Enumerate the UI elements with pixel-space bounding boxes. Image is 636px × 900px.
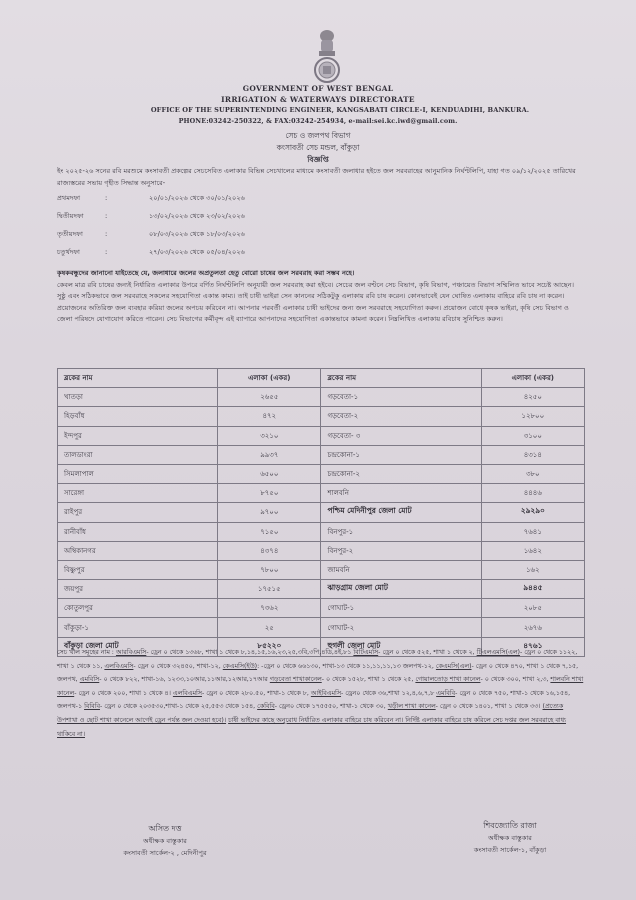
col-header-area: এলাকা (একর) bbox=[218, 369, 321, 388]
intro-paragraph: ইং ২০২৫-২৬ সনের রবি মরশুমে কংসাবতী প্রকল্পের সেচসেবিত এলাকার বিভিন্ন সেচখালের মাধ্যমে কংসাবতী জলাধার হইতে জল সরবরাহের আনুমানিক নির্ঘণ্টলিপি, যাহা গত ০৯/১২/২০২৫ তারিখের রাজ্যস্তরের সভায় গৃহীত সিদ্ধান্ত অনুসারে- bbox=[57, 167, 576, 187]
table-row: রানীবাঁধ ৭১৫০ বিনপুর-১ ৭৬৪১ bbox=[58, 522, 585, 541]
state-emblem-icon bbox=[313, 26, 341, 84]
table-row: সারেঙ্গা ৮৭৫০ শালবনি ৪৪৪৬ bbox=[58, 484, 585, 503]
phase-row: দ্বিতীয়দফা : ১৩/০২/২০২৬ থেকে ২৩/০২/২০২৬ bbox=[57, 212, 245, 220]
district-total-label: হুগলী জেলা মোট bbox=[321, 637, 481, 656]
table-row: বিষ্ণুপুর ৭৮০০ জামবনি ১৬২ bbox=[58, 560, 585, 579]
table-row: সিমলাপাল ৬৫০০ চন্দ্রকোনা-২ ৩৮০ bbox=[58, 464, 585, 483]
header-directorate: IRRIGATION & WATERWAYS DIRECTORATE bbox=[221, 95, 415, 104]
table-row: জয়পুর ১৭৫১৫ ঝাড়গ্রাম জেলা মোট ৯৪৪৫ bbox=[58, 580, 585, 599]
district-total-value: ৯৪৪৫ bbox=[481, 580, 584, 599]
table-row: অম্বিকানগর ৪৩৭৪ বিনপুর-২ ১৬৪২ bbox=[58, 541, 585, 560]
table-row: বাঁকুড়া-১ ২৫ গোঘাট-২ ২৬৭৬ bbox=[58, 618, 585, 637]
boro-warning: কৃষকবন্ধুদের জানানো যাইতেছে যে, জলাধারে জলের অপ্রতুলতা হেতু বোরো চাষের জল সরবরাহ করা সম্ভব নহে। bbox=[57, 269, 355, 277]
table-header-row bbox=[58, 369, 585, 388]
signatory-office: কংসাবতী সার্কেল-১, বাঁকুড়া bbox=[473, 846, 547, 854]
district-total-value: ২৯২৯০ bbox=[481, 503, 584, 522]
table-row: রাইপুর ৯৭০০ পশ্চিম মেদিনীপুর জেলা মোট ২৯২৯০ bbox=[58, 503, 585, 522]
district-total-value: ৪৭৬১ bbox=[481, 637, 584, 656]
signatory-office: কংসাবতী সার্কেল-২ , মেদিনীপুর bbox=[123, 849, 207, 857]
phase-row: চতুর্থদফা : ২৭/০৩/২০২৬ থেকে ০৫/০৪/২০২৬ bbox=[57, 248, 245, 256]
phase-row: প্রথমদফা : ২০/০১/২০২৬ থেকে ৩০/০১/২০২৬ bbox=[57, 194, 245, 202]
signatory-title: অধীক্ষক বাস্তুকার bbox=[488, 834, 532, 842]
table-row: তালডাংরা ৯৯৩৭ চন্দ্রকোনা-১ ৪৩১৪ bbox=[58, 445, 585, 464]
district-total-label: পশ্চিম মেদিনীপুর জেলা মোট bbox=[321, 503, 481, 522]
notice-title: বিজ্ঞপ্তি bbox=[307, 155, 329, 164]
office-name: কংসাবতী সেচ মন্ডল, বাঁকুড়া bbox=[276, 143, 360, 152]
header-government: GOVERNMENT OF WEST BENGAL bbox=[242, 84, 394, 93]
canal-notes: সেচ খাল সমূহের নাম : আরবিএমসি- ড্রেন ০ থেকে ১৩৬৮, শাখা ১ থেকে ৮,১৪,১৫,১৬,২৩,২৫,৩বি,৩পি,৪ডি,৪ই,৮১ বিটিএমসি- ড্রেন ০ থেকে ৫২৫, শাখা ১ থেকে ২, টিএলএমসি(এল)- ড্রেন ০ থেকে ১১২২, শাখা ১ থেকে ১১, এলবিএমসি- ড্রেন ০ থেকে ৩২৪৫০, শাখা-১২, কেএমসি(ইউ): -ড্রেন ০ থেকে ৬৬১৩০, শাখা-১৩ থেকে ১১,১১,১১,১৩ জলপথ-১২, কেএমসি(এল)- ড্রেন ০ থেকে ৪৭০, শাখা ১ থেকে ৭,১৫, জলপথ, এমবিসি- ০ থেকে ৮২২, শাখা-১৬, ১২৩৩,১০আর,১১আর,১২আর,১৭আর গড়বেতা শাখাকানেল- ০ থেকে ১৫২৮, শাখা ১ থেকে ২৫, গোয়ালতোড় শাখা কানেল- ০ থেকে ৩০০, শাখা ২,৩, শালবনি শাখা কানেল- ড্রেন ০ থেকে ২০০, শাখা ১ থেকে ৪। এলবিএমসি- ড্রেন ০ থেকে ২৮০.৫০, শাখা-১ থেকে ৮, আইবিএমসি- ড্রেন০ থেকে ৩৬,শাখা ১২,৪,৬,৭,৮ এমবিবি- ড্রেন ০ থেকে ৭৫০, শাখা-১ থেকে ১৬,১৫৪, জলপথ-১ বিবিবি- ড্রেন ০ থেকে ২০৩৫৩০,শাখা-১ থেকে ২৫,৫৫৩ থেকে ১৫৪, কেবিবি- ড্রেন০ থেকে ১৭৫৫৫০, শাখা-১ থেকে ৩০, খড়ীল শাখা কানেল- ড্রেন ০ থেকে ১৪০১, শাখা ১ থেকে ৩৩। (প্রত্যেক উপশাখা ও ছোট শাখা কানেলে আগেই ড্রেন পর্যন্ত জল দেওয়া হবে)। চাষী ভাইদের কাছে অনুরোধ নির্ধারিত এলাকার বাহিরে চাষ করিবেন না। নির্দিষ্ট এলাকার বাহিরে চাষ করিলে সেচ দপ্তর জল সরবরাহে বাধ্য থাকিবে না। bbox=[57, 649, 584, 738]
col-header-area: এলাকা (একর) bbox=[481, 369, 584, 388]
signature-right bbox=[435, 820, 585, 856]
signature-left bbox=[100, 823, 230, 859]
signatory-name: অসিত দত্ত bbox=[148, 824, 182, 833]
district-total-label: ঝাড়গ্রাম জেলা মোট bbox=[321, 580, 481, 599]
phase-row: তৃতীয়দফা : ০৮/০৩/২০২৬ থেকে ১৮/০৩/২০২৬ bbox=[57, 230, 245, 238]
body-paragraph bbox=[57, 268, 582, 326]
table-row: কোতুলপুর ৭৩৬২ গোঘাট-১ ২০৮৫ bbox=[58, 599, 585, 618]
col-header-block: ব্লকের নাম bbox=[321, 369, 481, 388]
district-total-label: বাঁকুড়া জেলা মোট bbox=[58, 637, 218, 656]
table-row: হিড়বাঁধ ৪৭২ গড়বেতা-২ ১২৮০০ bbox=[58, 407, 585, 426]
header-office: OFFICE OF THE SUPERINTENDING ENGINEER, KANGSABATI CIRCLE-I, KENDUADIHI, BANKURA. bbox=[150, 106, 530, 114]
table-row: ইন্দপুর ৩২১০ গড়বেতা- ৩ ৩১০০ bbox=[58, 426, 585, 445]
signatory-name: শিবজ্যোতি রাজা bbox=[483, 821, 537, 830]
instructions-text: কেবল মাত্র রবি চাষের জন্যই নির্ধারিত এলাকার উপরে বর্ণিত নির্ঘণ্টলিপি অনুযায়ী জল সরবরাহ করা হইবে। সেচের জল বণ্টনে সেচ বিভাগ, কৃষি বিভাগ, পঞ্চায়েত বিভাগ সম্মিলিত ভাবে সচেষ্ট আছেন। সুষ্ঠু এবং সঠিকভাবে জল সরবরাহে সকলের সহযোগিতা একান্ত কাম্য। তাই চাষী ভাইরা সেন কাননের সঠিকটুকু এলাকায় রবি চাষ করেন। কোনভাবেই যেন ঘোষিত এলাকায় বাহিরে রবি চাষ না করেন। প্রয়োজনের অতিরিক্ত জল ব্যবহার করিয়া জলের অপচয় করিবেন না। আপনার পরবর্তী এলাকার চাষী ভাইদের জন্য জল সরবরাহে সহযোগিতা করুন। প্রয়োজন বোধে কৃষক ভাইরা, কৃষি সেচ বিভাগ ও জেলা পরিষদে যোগাযোগ করিতে পারেন। সেচ বিভাগের কর্মীবৃন্দ এই ব্যাপারে আপনাদের সহযোগিতা একান্তভাবে কামনা করেন। নিম্নলিখিত এলাকায় রবিচাষ সুনিশ্চিত করুন। bbox=[57, 280, 574, 323]
block-area-table bbox=[57, 368, 585, 657]
department-name: সেচ ও জলপথ বিভাগ bbox=[285, 131, 351, 140]
col-header-block: ব্লকের নাম bbox=[58, 369, 218, 388]
table-row: খাতড়া ২৬৫৫ গড়বেতা-১ ৪২৫০ bbox=[58, 388, 585, 407]
signatory-title: অধীক্ষক বাস্তুকার bbox=[143, 837, 187, 845]
header-contact: PHONE:03242-250322, & FAX:03242-254934, e-mail:sei.kc.iwd@gmail.com. bbox=[178, 117, 458, 125]
district-total-value: ৮৫২২০ bbox=[218, 637, 321, 656]
